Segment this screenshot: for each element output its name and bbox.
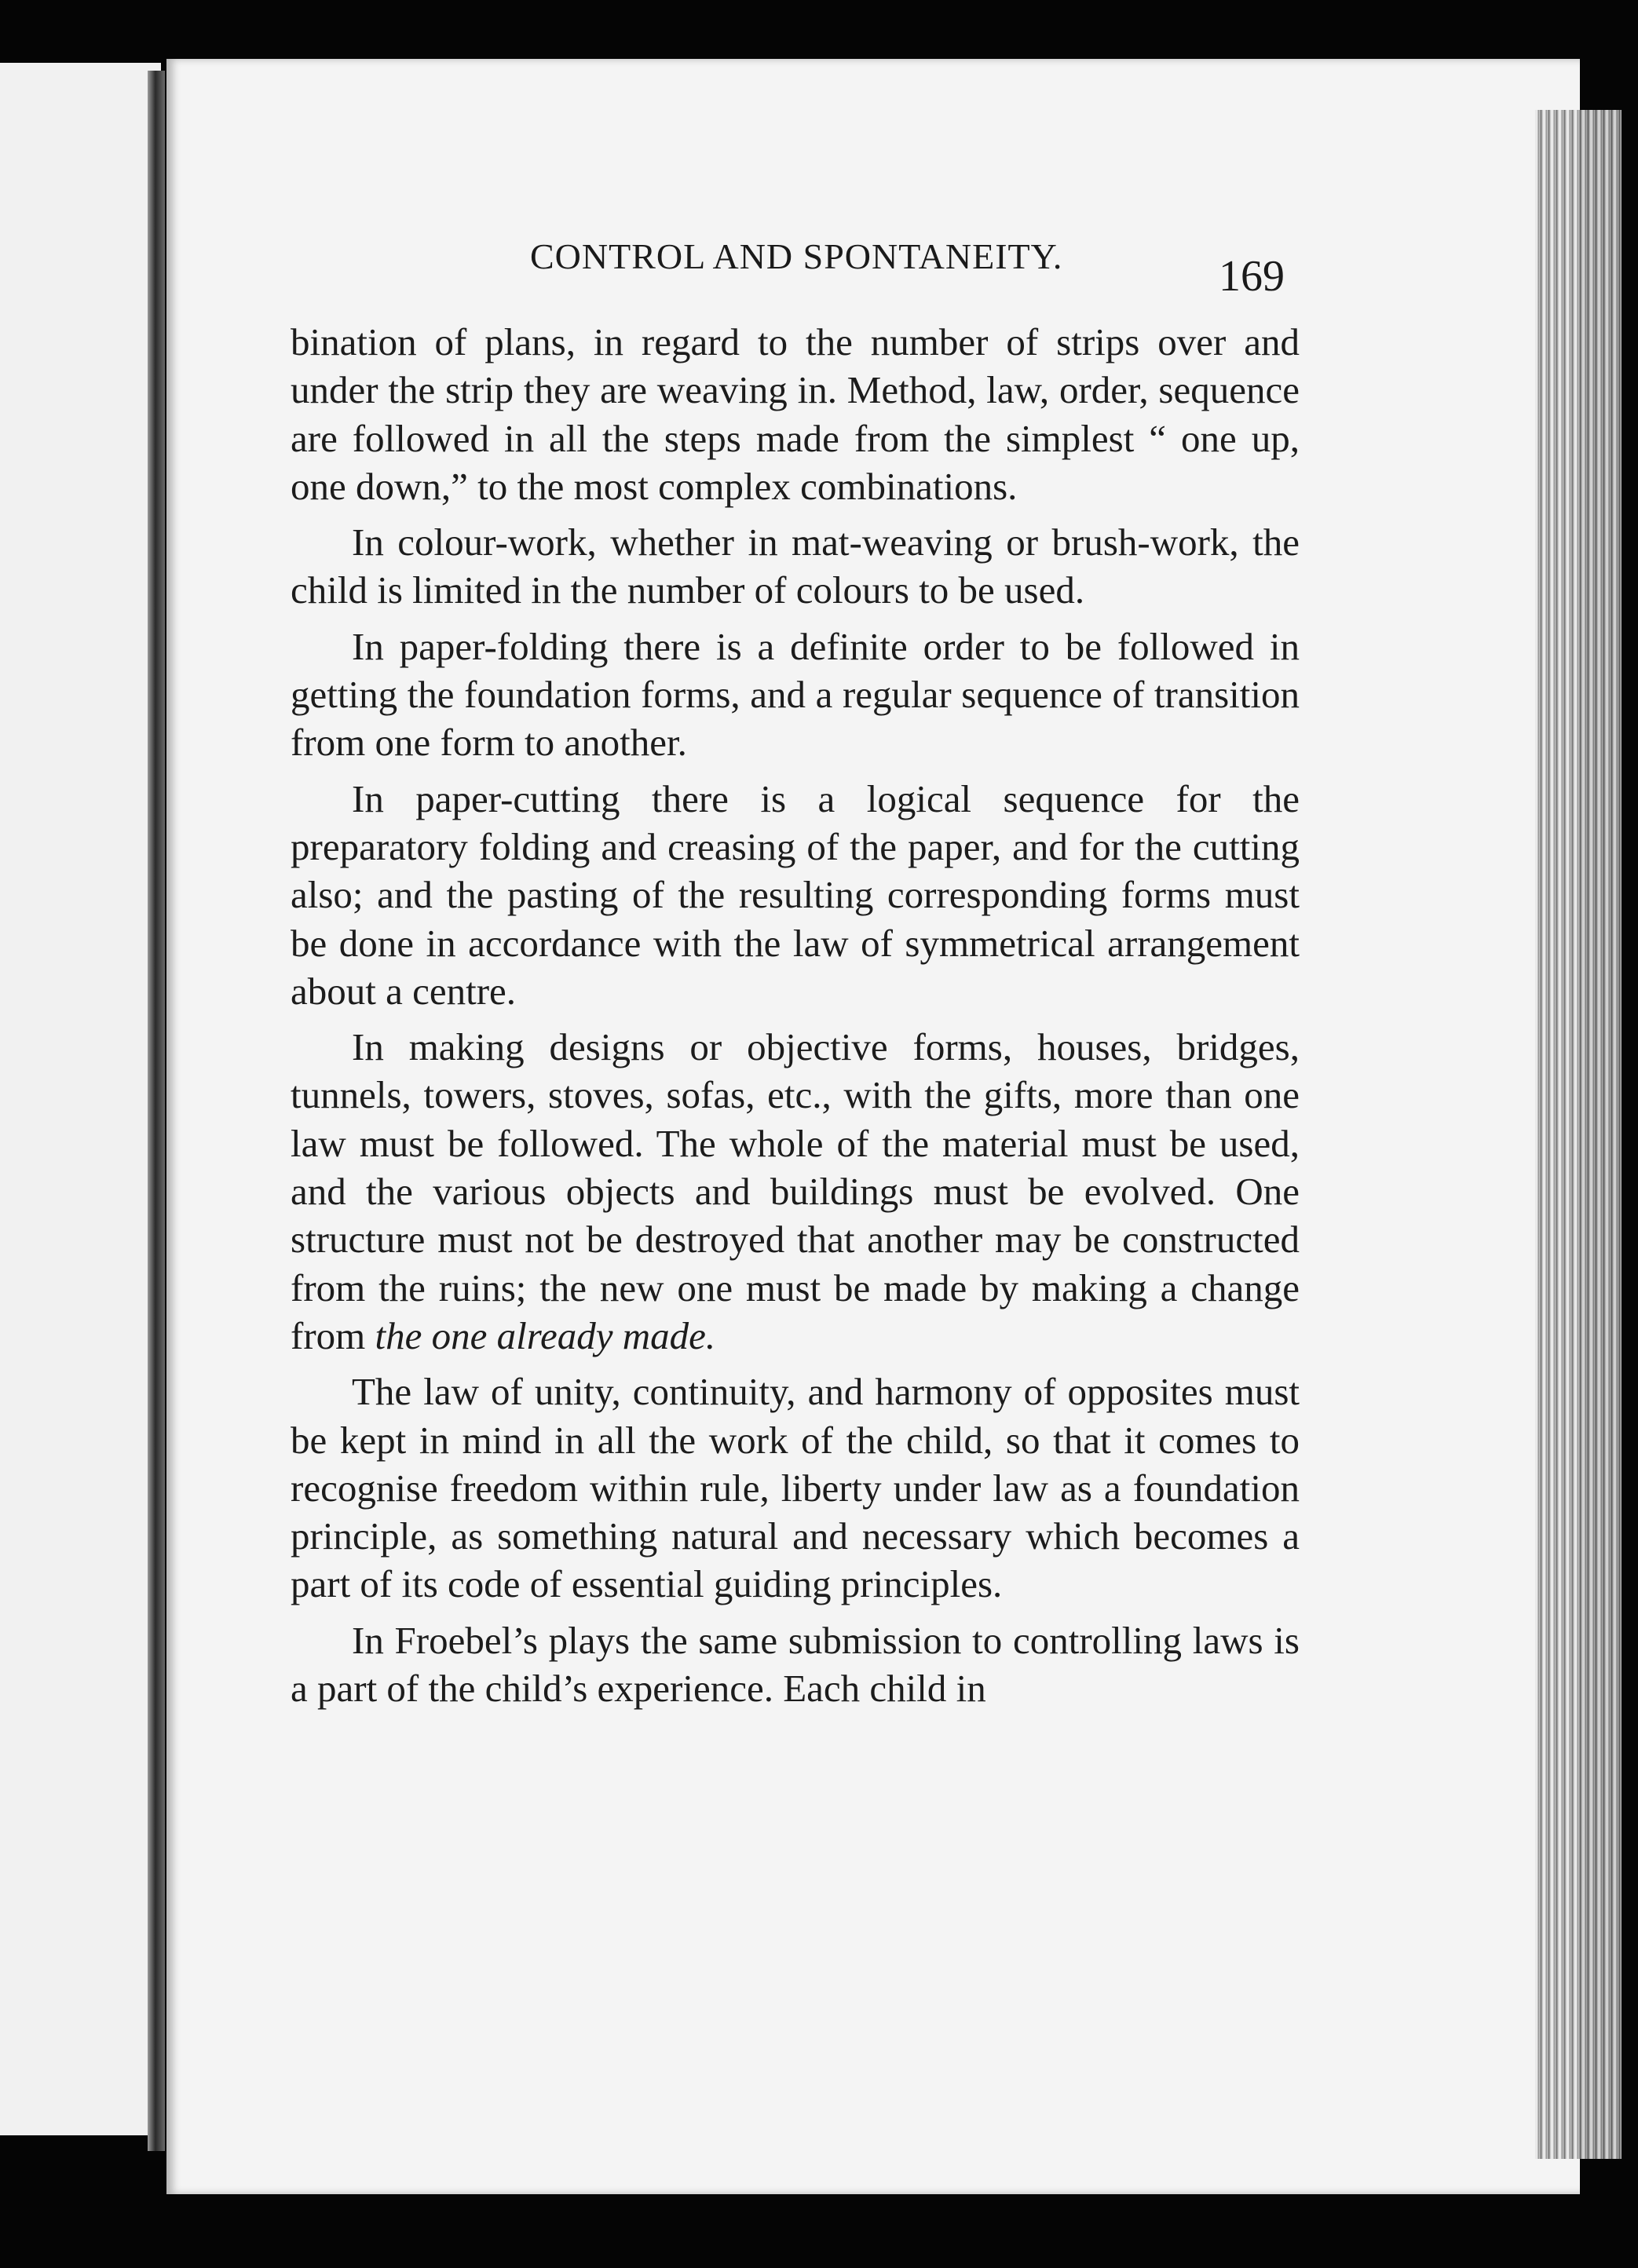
italic-phrase: the one already made.: [375, 1313, 716, 1357]
left-page-margin: [0, 63, 161, 2135]
paragraph: In paper-cutting there is a logical sequence for the preparatory folding and creasing of the paper, and for the cutting also; and the pasting of the resulting corresponding forms must be done in accordance with the law of symmetrical arrangement about a centre.: [291, 776, 1300, 1013]
paragraph: In paper-folding there is a definite order to be followed in getting the foundation forms, and a regular sequence of transition from one form to another.: [291, 624, 1300, 765]
page-fore-edge: [1535, 110, 1622, 2159]
paragraph: In colour-work, whether in mat-weaving or brush-work, the child is limited in the number of colours to be used.: [291, 520, 1300, 612]
paragraph: bination of plans, in regard to the number of strips over and under the strip they are weaving in. Method, law, order, sequence are followed in all the steps made from the simplest “ one up, one down,” to the most complex combinations.: [291, 320, 1300, 508]
running-head-title: CONTROL AND SPONTANEITY.: [530, 236, 1063, 276]
running-head: [314, 236, 1296, 298]
paragraph: In Froebel’s plays the same submission to controlling laws is a part of the child’s experience. Each child in: [291, 1618, 1300, 1711]
paragraph: The law of unity, continuity, and harmony of opposites must be kept in mind in all the work of the child, so that it comes to recognise freedom within rule, liberty under law as a foundation principle, as something natural and necessary which becomes a part of its code of essential guiding principles.: [291, 1370, 1300, 1606]
paragraph-text: In making designs or objective forms, houses, bridges, tunnels, towers, stoves, sofas, etc., with the gifts, more than one law must be followed. The whole of the material must be used, and the various objects and buildings must be evolved. One structure must not be destroyed that another may be constructed from the ruins; the new one must be made by making a change from: [291, 1025, 1300, 1357]
page-number: 169: [1219, 252, 1285, 301]
book-gutter: [148, 71, 165, 2151]
body-text: [291, 318, 1300, 1712]
paragraph: [291, 1023, 1300, 1360]
